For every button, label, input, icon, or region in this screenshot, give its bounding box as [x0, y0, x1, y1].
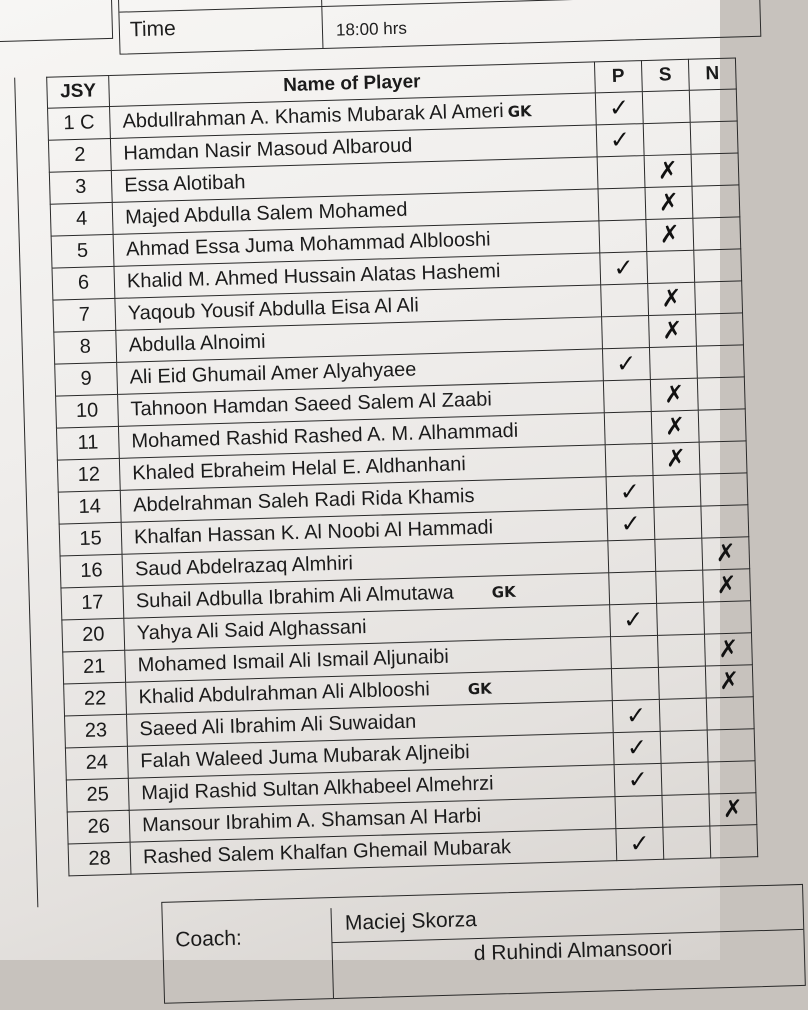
mark-cell-s [661, 762, 709, 795]
header-n: N [688, 58, 736, 90]
mark-cell-n [706, 697, 754, 730]
mark-s: ✗ [665, 444, 687, 473]
mark-p: ✓ [629, 829, 651, 858]
mark-cell-p [605, 443, 653, 476]
mark-cell-p [612, 699, 660, 732]
mark-cell-s [656, 602, 704, 635]
mark-cell-n [699, 441, 747, 474]
mark-cell-p [601, 316, 649, 349]
mark-p: ✓ [619, 477, 641, 506]
mark-cell-s [642, 90, 690, 123]
header-name: Name of Player [109, 62, 595, 107]
mark-cell-s [658, 666, 706, 699]
jersey-number: 22 [64, 682, 127, 716]
mark-p: ✓ [625, 701, 647, 730]
mark-cell-s [651, 410, 699, 443]
mark-cell-s [663, 826, 711, 859]
time-label: Time [129, 17, 177, 42]
mark-cell-n [708, 761, 756, 794]
mark-cell-p [608, 539, 656, 572]
mark-s: ✗ [661, 284, 682, 313]
mark-cell-n [696, 345, 744, 378]
mark-cell-n [698, 409, 746, 442]
mark-p: ✓ [613, 253, 634, 282]
mark-cell-p [603, 379, 651, 412]
jersey-number: 16 [60, 554, 123, 588]
mark-cell-n [703, 601, 751, 634]
jersey-number: 1 C [48, 106, 111, 140]
mark-cell-n [693, 217, 741, 250]
player-name: Abdelrahman Saleh Radi Rida Khamis [132, 484, 475, 517]
time-value: 18:00 hrs [335, 18, 408, 40]
mark-cell-n [695, 281, 743, 314]
mark-n: ✗ [716, 570, 738, 600]
jersey-number: 14 [58, 490, 121, 524]
mark-cell-n [709, 793, 757, 826]
mark-cell-n [705, 665, 753, 698]
jersey-number: 11 [56, 426, 119, 460]
mark-cell-p [604, 411, 652, 444]
header-s: S [641, 59, 689, 91]
mark-s: ✗ [657, 156, 679, 185]
mark-p: ✓ [627, 765, 649, 794]
mark-p: ✓ [615, 349, 637, 378]
mark-cell-n [690, 121, 738, 154]
player-name: Suhail Adbulla Ibrahim Ali Almutawa [135, 581, 455, 613]
player-name: Saud Abdelrazaq Almhiri [134, 552, 354, 581]
mark-cell-p [616, 827, 664, 860]
mark-p: ✓ [608, 93, 630, 123]
jersey-number: 25 [66, 778, 129, 812]
mark-n: ✗ [717, 634, 739, 664]
mark-cell-s [644, 154, 692, 187]
player-name: Hamdan Nasir Masoud Albaroud [123, 134, 413, 165]
mark-cell-s [654, 506, 702, 539]
mark-cell-n [694, 249, 742, 282]
mark-cell-s [648, 282, 696, 315]
mark-cell-p [600, 252, 648, 285]
mark-cell-n [700, 473, 748, 506]
player-name: Ahmad Essa Juma Mohammad Alblooshi [125, 228, 491, 261]
player-name: Abdulla Alnoimi [128, 330, 266, 357]
player-name: Falah Waleed Juma Mubarak Aljneibi [140, 741, 471, 773]
player-name: Saeed Ali Ibrahim Ali Suwaidan [139, 710, 417, 741]
player-name: Khalid M. Ahmed Hussain Alatas Hashemi [126, 260, 501, 293]
mark-cell-n [701, 505, 749, 538]
goalkeeper-note: GK [507, 102, 532, 121]
mark-cell-s [657, 634, 705, 667]
jersey-number: 23 [65, 714, 128, 748]
mark-cell-p [595, 92, 643, 125]
top-left-box [0, 0, 113, 43]
mark-cell-p [597, 156, 645, 189]
mark-cell-p [606, 475, 654, 508]
mark-cell-p [607, 507, 655, 540]
mark-cell-p [615, 795, 663, 828]
mark-cell-p [614, 763, 662, 796]
player-name: Tahnoon Hamdan Saeed Salem Al Zaabi [130, 388, 493, 421]
mark-s: ✗ [659, 220, 681, 249]
match-info-box [117, 0, 761, 55]
mark-cell-s [648, 314, 696, 347]
mark-cell-p [611, 667, 659, 700]
player-name: Essa Alotibah [124, 171, 246, 197]
mark-cell-s [660, 730, 708, 763]
mark-s: ✗ [661, 316, 683, 345]
player-name: Majed Abdulla Salem Mohamed [124, 198, 408, 229]
mark-cell-s [645, 186, 693, 219]
mark-cell-n [691, 153, 739, 186]
mark-n: ✗ [718, 666, 740, 696]
mark-p: ✓ [622, 605, 644, 634]
mark-cell-s [650, 378, 698, 411]
jersey-number: 2 [48, 138, 111, 172]
mark-cell-n [707, 729, 755, 762]
mark-cell-s [653, 474, 701, 507]
mark-cell-n [692, 185, 740, 218]
jersey-number: 20 [62, 618, 125, 652]
player-name: Yahya Ali Said Alghassani [136, 616, 367, 645]
mark-p: ✓ [626, 733, 648, 762]
assistant-name: d Ruhindi Almansoori [473, 936, 673, 966]
jersey-number: 4 [50, 202, 113, 236]
mark-cell-n [689, 89, 737, 122]
mark-cell-p [600, 284, 648, 317]
mark-s: ✗ [663, 380, 685, 409]
mark-n: ✗ [715, 538, 737, 568]
mark-cell-p [599, 220, 647, 253]
mark-cell-p [596, 124, 644, 157]
player-name: Rashed Salem Khalfan Ghemail Mubarak [142, 836, 512, 869]
header-jsy: JSY [47, 75, 110, 108]
jersey-number: 9 [55, 362, 118, 396]
mark-cell-s [659, 698, 707, 731]
coach-divider [330, 908, 334, 998]
mark-n: ✗ [722, 794, 744, 824]
mark-cell-p [609, 603, 657, 636]
mark-cell-s [646, 218, 694, 251]
mark-cell-p [609, 571, 657, 604]
player-name: Yaqoub Yousif Abdulla Eisa Al Ali [127, 294, 420, 325]
jersey-number: 7 [53, 298, 116, 332]
jersey-number: 26 [67, 810, 130, 844]
mark-cell-s [662, 794, 710, 827]
player-name: Khaled Ebraheim Helal E. Aldhanhani [132, 453, 467, 485]
mark-cell-s [649, 346, 697, 379]
mark-cell-p [598, 188, 646, 221]
mark-s: ✗ [658, 188, 680, 217]
player-name: Khalfan Hassan K. Al Noobi Al Hammadi [133, 516, 494, 549]
player-table [46, 57, 758, 876]
mark-cell-p [610, 635, 658, 668]
mark-cell-s [652, 442, 700, 475]
jersey-number: 3 [49, 170, 112, 204]
mark-cell-s [655, 538, 703, 571]
player-name: Abdullrahman A. Khamis Mubarak Al Ameri [122, 99, 504, 133]
mark-cell-p [613, 731, 661, 764]
mark-cell-s [647, 250, 695, 283]
mark-cell-n [710, 825, 758, 858]
mark-p: ✓ [620, 509, 642, 538]
mark-cell-s [656, 570, 704, 603]
goalkeeper-note: GK [491, 582, 516, 602]
player-rows [48, 89, 758, 876]
mark-cell-p [602, 348, 650, 381]
mark-cell-n [695, 313, 743, 346]
mark-s: ✗ [664, 412, 686, 441]
jersey-number: 21 [63, 650, 126, 684]
goalkeeper-note: GK [467, 679, 492, 699]
jersey-number: 8 [54, 330, 117, 364]
coach-name: Maciej Skorza [344, 908, 478, 935]
jersey-number: 17 [61, 586, 124, 620]
player-name: Mohamed Rashid Rashed A. M. Alhammadi [131, 419, 519, 453]
jersey-number: 5 [51, 234, 114, 268]
player-name: Mohamed Ismail Ali Ismail Aljunaibi [137, 645, 450, 677]
mark-cell-n [704, 633, 752, 666]
jersey-number: 15 [59, 522, 122, 556]
mark-cell-s [643, 122, 691, 155]
time-row [119, 0, 760, 55]
mark-p: ✓ [609, 125, 631, 155]
mark-cell-n [702, 537, 750, 570]
jersey-number: 28 [68, 842, 131, 876]
mark-cell-n [703, 569, 751, 602]
coach-box [161, 884, 806, 1004]
mark-cell-n [697, 377, 745, 410]
coach-label: Coach: [174, 926, 243, 952]
jersey-number: 24 [65, 746, 128, 780]
jersey-number: 12 [57, 458, 120, 492]
player-name: Khalid Abdulrahman Ali Alblooshi [138, 678, 431, 709]
player-name: Majid Rashid Sultan Alkhabeel Almehrzi [140, 772, 494, 805]
jersey-number: 6 [52, 266, 115, 300]
left-margin-column [0, 78, 38, 908]
player-name: Ali Eid Ghumail Amer Alyahyaee [129, 358, 417, 389]
header-p: P [594, 61, 642, 93]
player-name: Mansour Ibrahim A. Shamsan Al Harbi [141, 804, 482, 837]
jersey-number: 10 [56, 394, 119, 428]
